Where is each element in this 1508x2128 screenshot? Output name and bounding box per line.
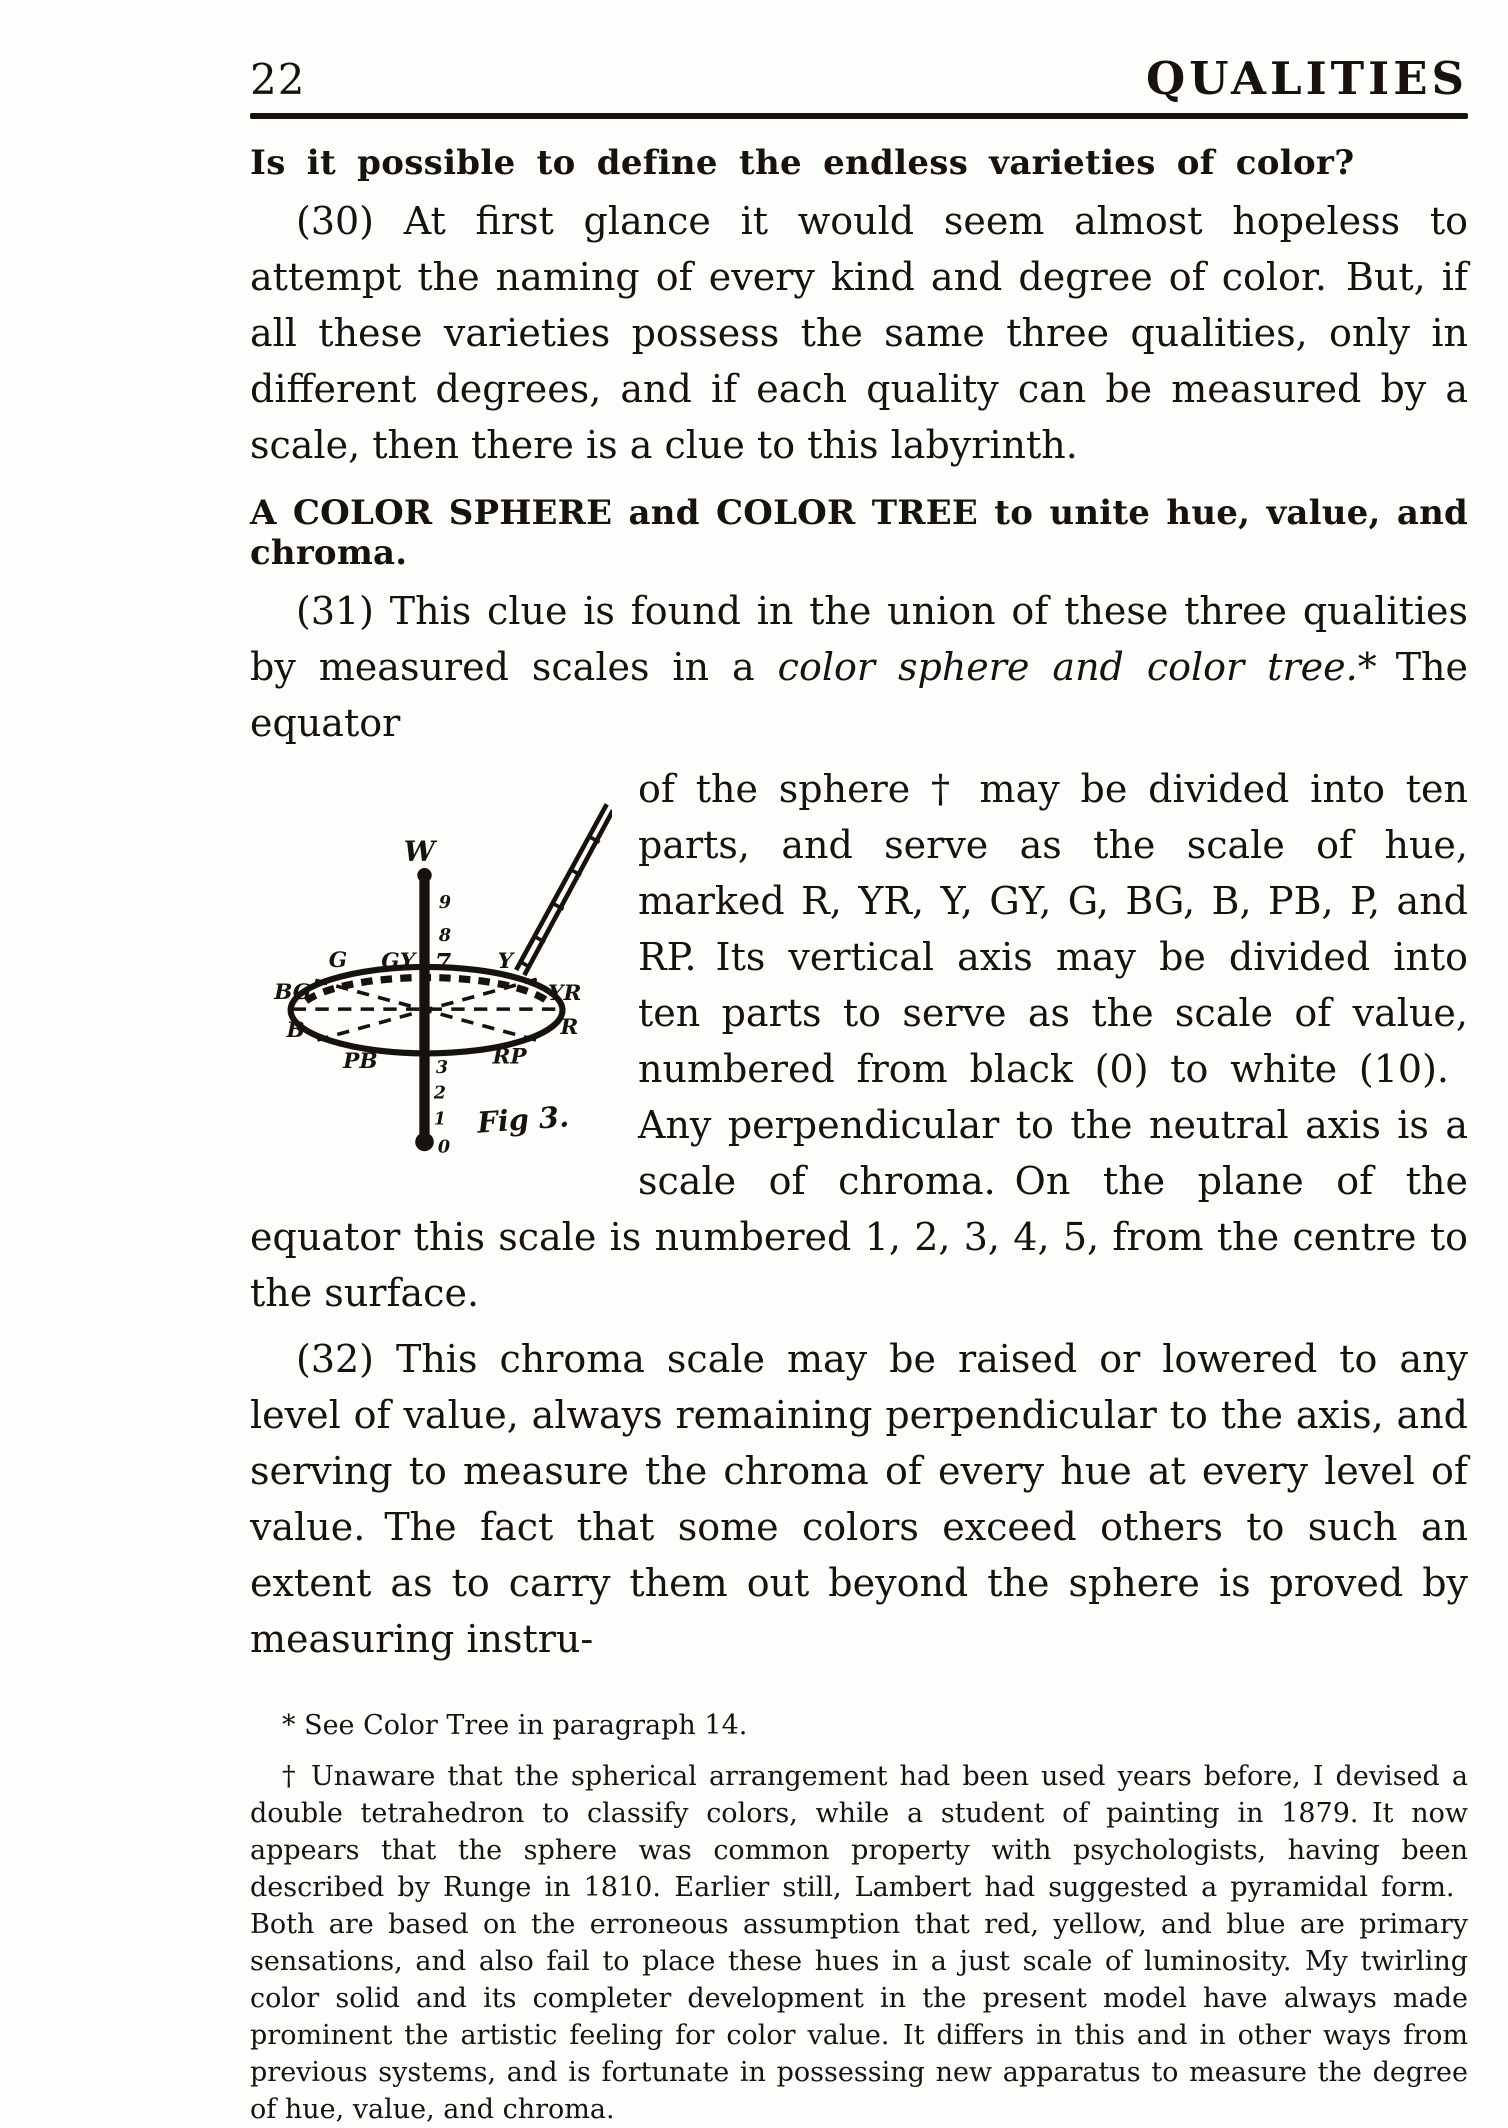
paragraph-31-intro: [250, 583, 1468, 751]
axis-number-0: 0: [437, 1137, 451, 1158]
hue-label-yr: YR: [548, 980, 582, 1006]
question-heading: Is it possible to define the endless varieties of color?: [250, 143, 1355, 183]
figure-3-container: [250, 761, 638, 1201]
axis-number-2: 2: [433, 1083, 446, 1104]
footnote-asterisk: * See Color Tree in paragraph 14.: [282, 1710, 748, 1741]
paragraph-31-text-pre: (31) This clue is found in the union of these three qualities by measured scales in a: [250, 589, 1468, 689]
figure-and-wrapped-text: [250, 761, 1468, 1321]
hue-label-rp: RP: [492, 1044, 527, 1070]
running-title: QUALITIES: [1146, 52, 1468, 105]
paragraph-32: (32) This chroma scale may be raised or lowered to any level of value, always remaining perpendicular to the axis, and serving to measure the chroma of every hue at every level of value. The fact that some colors exceed others to such an extent as to carry them out beyond the sphere is proved by measuring instru-: [250, 1337, 1468, 1661]
axis-top-knob: [417, 868, 431, 882]
footnote-dagger: † Unaware that the spherical arrangement had been used years before, I devised a double tetrahedron to classify colors, while a student of painting in 1879. It now appears that the sphere was common property with psychologists, having been described by Runge in 1810. Earlier still, Lambert had suggested a pyramidal form. Both are based on the erroneous assumption that red, yellow, and blue are primary sensations, and also fail to place these hues in a just scale of luminosity. My twirling color solid and its completer development in the present model have always made prominent the artistic feeling for color value. It differs in this and in other ways from previous systems, and is fortunate in possessing new apparatus to measure the degree of hue, value, and chroma.: [250, 1761, 1468, 2125]
white-pole-label: W: [403, 834, 435, 868]
book-term-italic: color sphere and color tree.: [777, 645, 1358, 689]
footnotes-section: [250, 1707, 1468, 2128]
axis-number-8: 8: [438, 926, 452, 947]
color-sphere-figure: [272, 797, 612, 1178]
hue-label-b: B: [286, 1017, 305, 1043]
hue-label-y: Y: [497, 948, 514, 974]
hue-label-bg: BG: [274, 979, 312, 1005]
header-rule: [250, 113, 1468, 119]
chroma-scale-arm: [524, 810, 612, 975]
axis-number-3: 3: [435, 1057, 449, 1078]
page-number: 22: [250, 55, 306, 104]
hue-label-g: G: [328, 947, 348, 973]
chroma-scale-arm: [516, 804, 607, 970]
axis-number-9: 9: [438, 893, 452, 914]
paragraph-31-continued: of the sphere † may be divided into ten parts, and serve as the scale of hue, marked R, YR, Y, GY, G, BG, B, PB, P, and RP. Its vertical axis may be divided into ten parts to serve as the scale of value, numbered from black (0) to white (10). Any perpendicular to the neutral axis is a scale of chroma. On the plane of the equator this scale is numbered 1, 2, 3, 4, 5, from the centre to the surface.: [250, 767, 1468, 1315]
axis-number-7: 7: [434, 947, 452, 976]
hue-label-gy: GY: [381, 948, 416, 974]
axis-bottom-knob: [415, 1133, 434, 1152]
paragraph-31-text-post: * The equator: [250, 645, 1468, 745]
hue-label-pb: PB: [343, 1048, 378, 1074]
section-heading: A COLOR SPHERE and COLOR TREE to unite hue, value, and chroma.: [250, 493, 1468, 573]
hue-label-r: R: [560, 1014, 579, 1040]
paragraph-30: (30) At first glance it would seem almost hopeless to attempt the naming of every kind and degree of color. But, if all these varieties possess the same three qualities, only in different degrees, and if each quality can be measured by a scale, then there is a clue to this labyrinth.: [250, 199, 1468, 467]
figure-caption: Fig 3.: [476, 1099, 571, 1140]
page-header: [250, 52, 1468, 104]
axis-number-1: 1: [433, 1109, 446, 1130]
